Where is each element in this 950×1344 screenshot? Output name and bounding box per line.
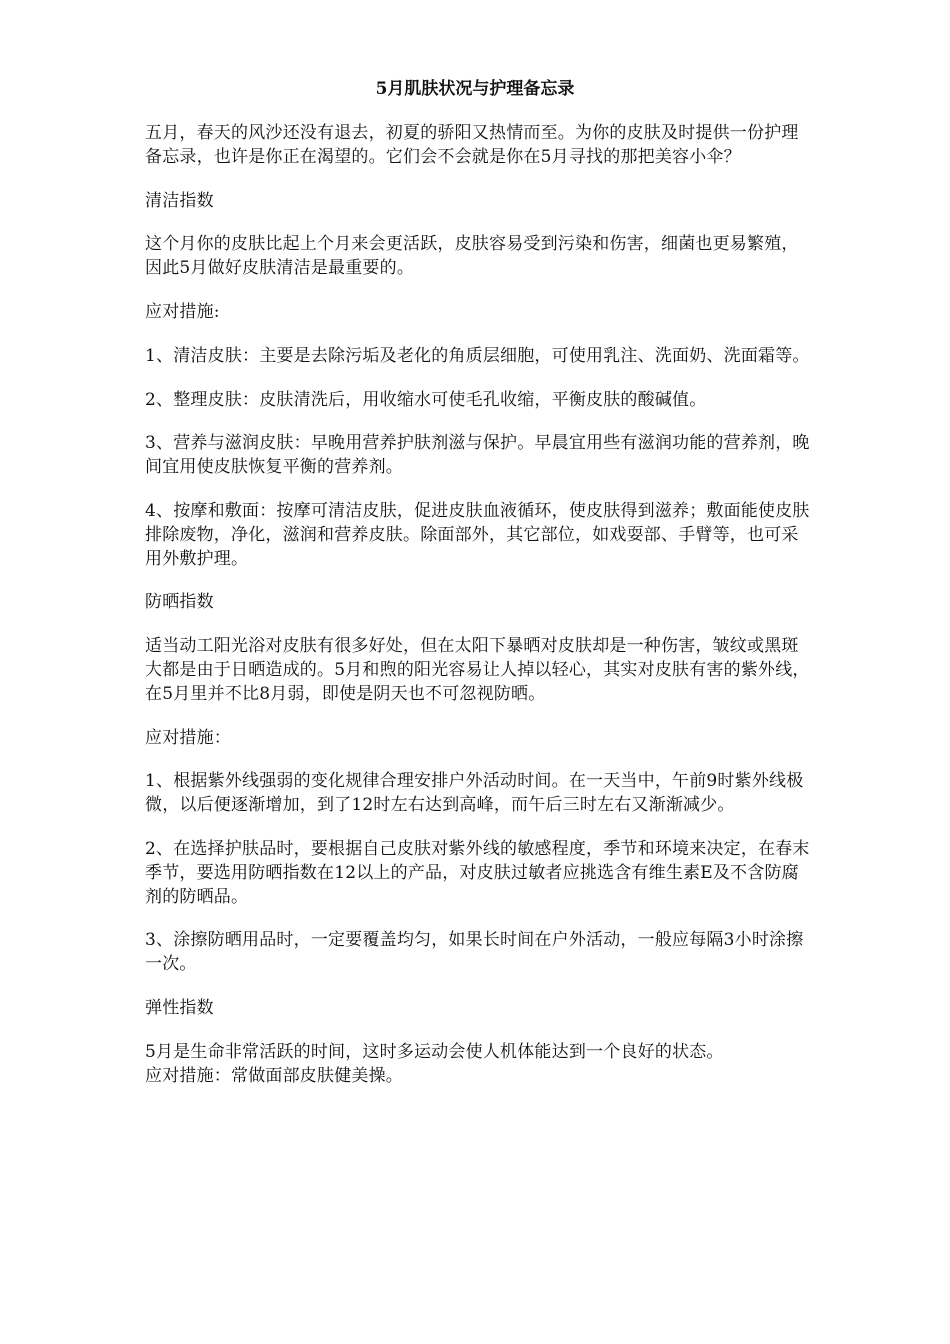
section-heading-sunscreen: 防晒指数 bbox=[145, 592, 214, 613]
elasticity-paragraph: 5月是生命非常活跃的时间，这时多运动会使人机体能达到一个良好的状态。 bbox=[145, 1041, 724, 1062]
intro-paragraph: 五月，春天的风沙还没有退去，初夏的骄阳又热情而至。为你的皮肤及时提供一份护理备忘录，也许是你正在渴望的。它们会不会就是你在5月寻找的那把美容小伞？ bbox=[145, 123, 799, 167]
list-item: 4、按摩和敷面：按摩可清洁皮肤，促进皮肤血液循环，使皮肤得到滋养；敷面能使皮肤排除废物，净化，滋润和营养皮肤。除面部外，其它部位，如戏耍部、手臂等，也可采用外敷护理。 bbox=[145, 500, 810, 569]
list-item: 2、在选择护肤品时，要根据自己皮肤对紫外线的敏感程度，季节和环境来决定，在春末季节，要选用防晒指数在12以上的产品，对皮肤过敏者应挑选含有维生素E及不含防腐剂的防晒品。 bbox=[145, 838, 810, 907]
list-item: 1、清洁皮肤：主要是去除污垢及老化的角质层细胞，可使用乳注、洗面奶、洗面霜等。 bbox=[145, 345, 810, 366]
list-item: 3、营养与滋润皮肤：早晚用营养护肤剂滋与保护。早晨宜用些有滋润功能的营养剂，晚间宜用使皮肤恢复平衡的营养剂。 bbox=[145, 433, 810, 478]
measures-heading: 应对措施： bbox=[145, 727, 231, 748]
list-item: 1、根据紫外线强弱的变化规律合理安排户外活动时间。在一天当中，午前9时紫外线极微，以后便逐渐增加，到了12时左右达到高峰，而午后三时左右又渐渐减少。 bbox=[145, 771, 804, 816]
sunscreen-paragraph: 适当动工阳光浴对皮肤有很多好处，但在太阳下暴晒对皮肤却是一种伤害，皱纹或黑斑大都是由于日晒造成的。5月和煦的阳光容易让人掉以轻心，其实对皮肤有害的紫外线，在5月里并不比8月弱，即使是阴天也不可忽视防晒。 bbox=[145, 636, 810, 704]
cleansing-paragraph: 这个月你的皮肤比起上个月来会更活跃，皮肤容易受到污染和伤害，细菌也更易繁殖，因此5月做好皮肤清洁是最重要的。 bbox=[145, 234, 799, 279]
list-item: 3、涂擦防晒用品时，一定要覆盖均匀，如果长时间在户外活动，一般应每隔3小时涂擦一次。 bbox=[145, 930, 804, 975]
elasticity-measure: 应对措施：常做面部皮肤健美操。 bbox=[145, 1065, 403, 1086]
section-heading-elasticity: 弹性指数 bbox=[145, 997, 214, 1018]
section-heading-cleansing: 清洁指数 bbox=[145, 190, 214, 211]
list-item: 2、整理皮肤：皮肤清洗后，用收缩水可使毛孔收缩，平衡皮肤的酸碱值。 bbox=[145, 389, 707, 410]
document-body bbox=[145, 122, 813, 1088]
document-title: 5月肌肤状况与护理备忘录 bbox=[375, 79, 575, 99]
measures-heading: 应对措施: bbox=[145, 301, 220, 322]
